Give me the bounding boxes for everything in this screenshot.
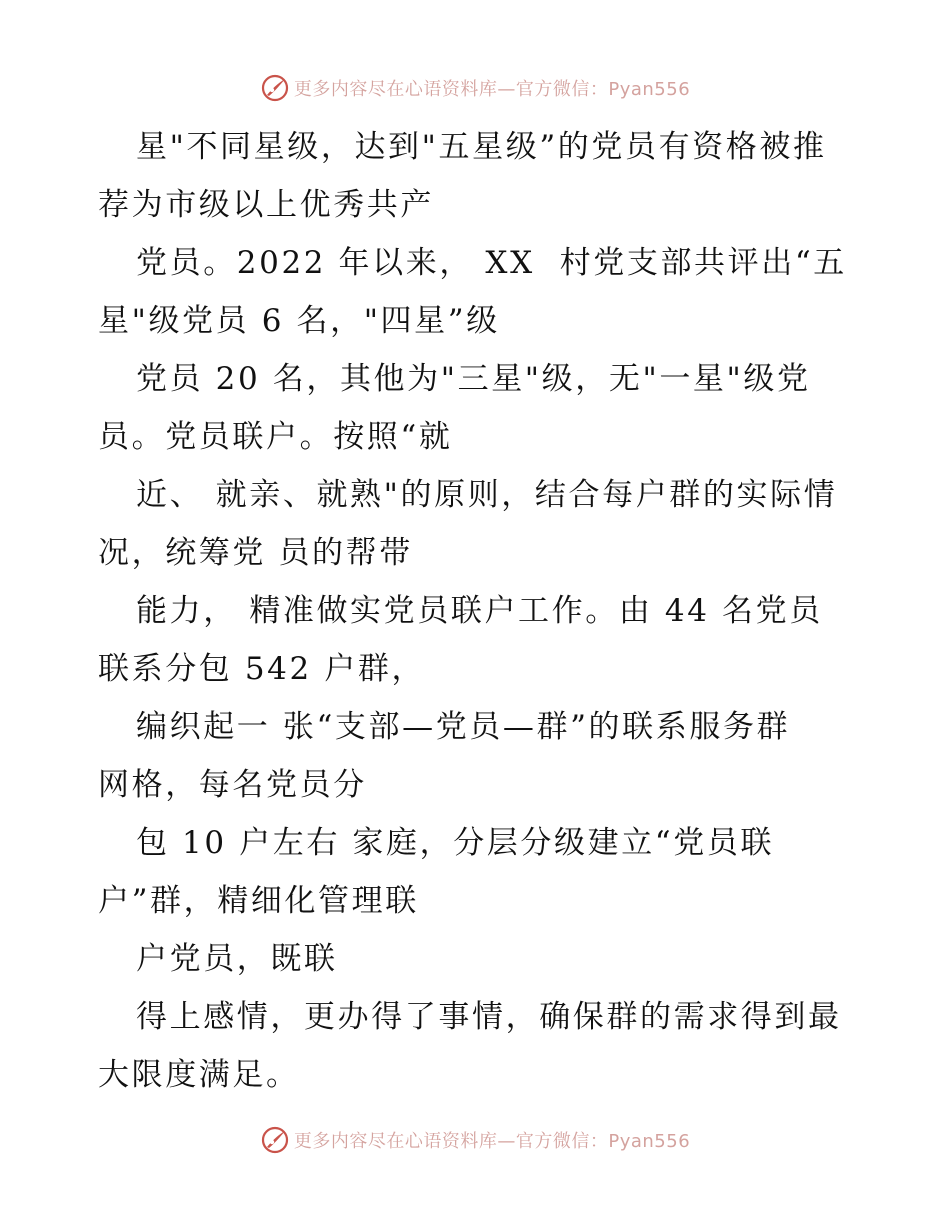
paragraph-line: 大限度满足。 [98, 1057, 300, 1093]
paragraph-line: 党员 20 名，其他为"三星"级，无"一星"级党 [136, 361, 811, 397]
paragraph-line: 联系分包 542 户群， [98, 651, 426, 687]
paragraph-line: 包 10 户左右 家庭，分层分级建立“党员联 [136, 825, 775, 861]
paragraph-line: 户党员，既联 [136, 941, 338, 977]
paragraph-line: 得上感情，更办得了事情，确保群的需求得到最 [136, 999, 842, 1035]
paragraph-line: 况，统筹党 员的帮带 [98, 535, 413, 571]
paragraph-line: 能力， 精准做实党员联户工作。由 44 名党员 [136, 593, 823, 629]
feather-circle-logo-icon [260, 73, 290, 103]
paragraph-line: 党员。2022 年以来， XX 村党支部共评出“五 [136, 245, 847, 281]
footer-banner-text: 更多内容尽在心语资料库—官方微信：Pyan556 [293, 1131, 691, 1152]
header-banner-text: 更多内容尽在心语资料库—官方微信：Pyan556 [293, 79, 691, 100]
paragraph-line: 荐为市级以上优秀共产 [98, 187, 434, 223]
feather-circle-logo-icon [260, 1125, 290, 1155]
paragraph-line: 近、 就亲、就熟"的原则，结合每户群的实际情 [136, 477, 838, 513]
paragraph-line: 员。党员联户。按照“就 [98, 419, 453, 455]
header-banner [0, 68, 950, 108]
paragraph-line: 户”群，精细化管理联 [98, 883, 419, 919]
document-body [98, 118, 858, 1104]
paragraph-line: 星"不同星级，达到"五星级”的党员有资格被推 [136, 129, 827, 165]
paragraph-line: 星"级党员 6 名，"四星”级 [98, 303, 500, 339]
paragraph-line: 网格，每名党员分 [98, 767, 367, 803]
footer-banner [0, 1120, 950, 1160]
paragraph-line: 编织起一 张“支部—党员—群”的联系服务群 [136, 709, 791, 745]
